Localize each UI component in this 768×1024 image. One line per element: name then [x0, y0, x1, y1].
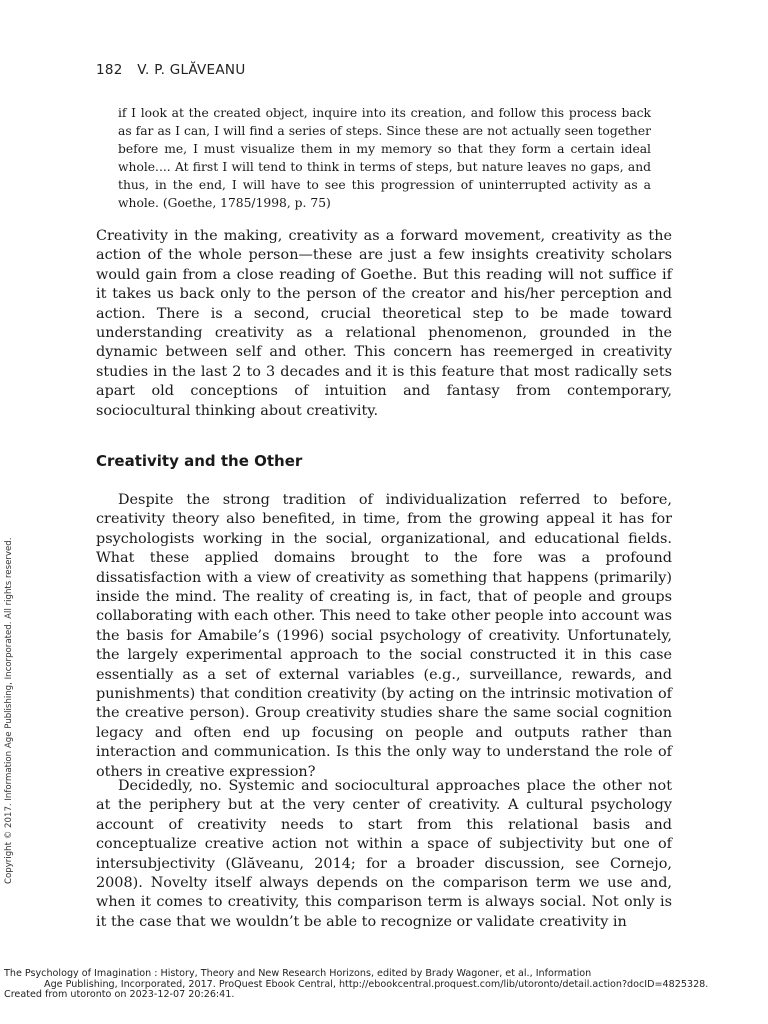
citation-footer: [4, 969, 708, 1001]
footer-line-3: Created from utoronto on 2023-12-07 20:26:41.: [4, 989, 235, 1000]
body-paragraph-1: Creativity in the making, creativity as a forward movement, creativity as the action of the whole person—these are just a few insights creativity scholars would gain from a close reading of Goethe. But this reading will not suffice if it takes us back only to the person of the creator and his/her perception and action. There is a second, crucial theoretical step to be made toward understanding creativity as a relational phenomenon, grounded in the dynamic between self and other. This concern has reemerged in creativity studies in the last 2 to 3 decades and it is this feature that most radically sets apart old conceptions of intuition and fantasy from contemporary, sociocultural thinking about creativity.: [96, 228, 672, 419]
section-heading: Creativity and the Other: [96, 452, 303, 470]
body-paragraph-2: Despite the strong tradition of individualization referred to before, creativity theory also benefited, in time, from the growing appeal it has for psychologists working in the social, organizational, and educational fields. What these applied domains brought to the fore was a profound dissatisfaction with a view of creativity as something that happens (primarily) inside the mind. The reality of creating is, in fact, that of people and groups collaborating with each other. This need to take other people into account was the basis for Amabile’s (1996) social psychology of creativity. Unfortunately, the largely experimental approach to the social constructed it in this case essentially as a set of external variables (e.g., surveillance, rewards, and punishments) that condition creativity (by acting on the intrinsic motivation of the creative person). Group creativity studies share the same social cognition legacy and often end up focusing on people and outputs rather than interaction and communication. Is this the only way to understand the role of others in creative expression?: [96, 492, 672, 780]
footer-line-2: Age Publishing, Incorporated, 2017. ProQuest Ebook Central, http://ebookcentral.proquest.com/lib/utoronto/detail.action?docID=4825328.: [44, 978, 709, 990]
block-quote: if I look at the created object, inquire into its creation, and follow this process back as far as I can, I will find a series of steps. Since these are not actually seen together before me, I must visualize them in my memory so that they form a certain ideal whole.... At first I will tend to think in terms of steps, but nature leaves no gaps, and thus, in the end, I will have to see this progression of uninterrupted activity as a whole. (Goethe, 1785/1998, p. 75): [118, 106, 651, 210]
copyright-notice: Copyright © 2017. Information Age Publishing, Incorporated. All rights reserved.: [4, 537, 14, 884]
body-paragraph-3: Decidedly, no. Systemic and sociocultural approaches place the other not at the periphery but at the very center of creativity. A cultural psychology account of creativity needs to start from this relational basis and conceptualize creative action not within a space of subjectivity but one of intersubjectivity (Glăveanu, 2014; for a broader discussion, see Cornejo, 2008). Novelty itself always depends on the comparison term we use and, when it comes to creativity, this comparison term is always social. Not only is it the case that we wouldn’t be able to recognize or validate creativity in: [96, 778, 672, 930]
running-head-author: V. P. GLĂVEANU: [137, 62, 246, 78]
footer-line-1: The Psychology of Imagination : History, Theory and New Research Horizons, edited by Brady Wagoner, et al., Information: [4, 968, 592, 979]
running-header: [96, 62, 246, 78]
page-number: 182: [96, 62, 123, 78]
